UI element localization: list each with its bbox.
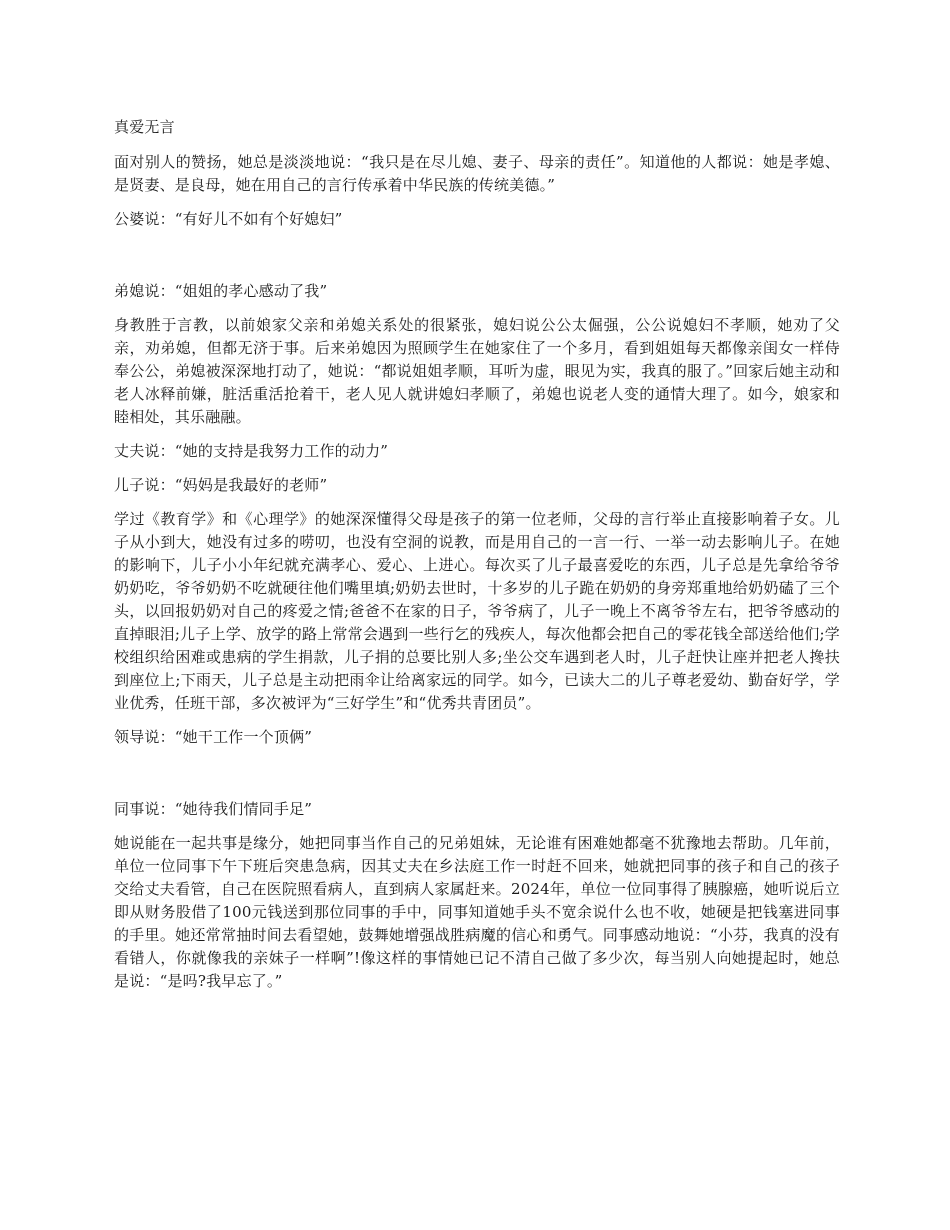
document-title: 真爱无言 [114,118,175,136]
paragraph-intro: 面对别人的赞扬，她总是淡淡地说：“我只是在尽儿媳、妻子、母亲的责任”。知道他的人都说：她是孝媳、是贤妻、是良母，她在用自己的言行传承着中华民族的传统美德。” [114,153,840,194]
document-body [114,116,840,1004]
heading-sister-in-law: 弟媳说：“姐姐的孝心感动了我” [114,282,328,300]
heading-husband: 丈夫说：“她的支持是我努力工作的动力” [114,442,389,460]
paragraph-son: 学过《教育学》和《心理学》的她深深懂得父母是孩子的第一位老师，父母的言行举止直接影响着子女。儿子从小到大，她没有过多的唠叨，也没有空洞的说教，而是用自己的一言一行、一举一动去影响儿子。在她的影响下，儿子小小年纪就充满孝心、爱心、上进心。每次买了儿子最喜爱吃的东西，儿子总是先拿给爷爷奶奶吃，爷爷奶奶不吃就硬往他们嘴里填;奶奶去世时，十多岁的儿子跪在奶奶的身旁郑重地给奶奶磕了三个头，以回报奶奶对自己的疼爱之情;爸爸不在家的日子，爷爷病了，儿子一晚上不离爷爷左右，把爷爷感动的直掉眼泪;儿子上学、放学的路上常常会遇到一些行乞的残疾人，每次他都会把自己的零花钱全部送给他们;学校组织给困难或患病的学生捐款，儿子捐的总要比别人多;坐公交车遇到老人时，儿子赶快让座并把老人搀扶到座位上;下雨天，儿子总是主动把雨伞让给离家远的同学。如今，已读大二的儿子尊老爱幼、勤奋好学，学业优秀，任班干部，多次被评为“三好学生”和“优秀共青团员”。 [114,510,840,712]
heading-leader: 领导说：“她干工作一个顶俩” [114,728,313,746]
heading-son: 儿子说：“妈妈是我最好的老师” [114,476,328,494]
heading-colleagues: 同事说：“她待我们情同手足” [114,800,313,818]
paragraph-sister-in-law: 身教胜于言教，以前娘家父亲和弟媳关系处的很紧张，媳妇说公公太倔强，公公说媳妇不孝顺，她劝了父亲，劝弟媳，但都无济于事。后来弟媳因为照顾学生在她家住了一个多月，看到姐姐每天都像亲闺女一样侍奉公公，弟媳被深深地打动了，她说：“都说姐姐孝顺，耳听为虚，眼见为实，我真的服了。”回家后她主动和老人冰释前嫌，脏活重活抢着干，老人见人就讲媳妇孝顺了，弟媳也说老人变的通情大理了。如今，娘家和睦相处，其乐融融。 [114,316,840,426]
heading-parents-in-law: 公婆说：“有好儿不如有个好媳妇” [114,210,343,228]
paragraph-colleagues: 她说能在一起共事是缘分，她把同事当作自己的兄弟姐妹，无论谁有困难她都毫不犹豫地去帮助。几年前，单位一位同事下午下班后突患急病，因其丈夫在乡法庭工作一时赶不回来，她就把同事的孩子和自己的孩子交给丈夫看管，自己在医院照看病人，直到病人家属赶来。2024年，单位一位同事得了胰腺癌，她听说后立即从财务股借了100元钱送到那位同事的手中，同事知道她手头不宽余说什么也不收，她硬是把钱塞进同事的手里。她还常常抽时间去看望她，鼓舞她增强战胜病魔的信心和勇气。同事感动地说：“小芬，我真的没有看错人，你就像我的亲妹子一样啊”!像这样的事情她已记不清自己做了多少次，每当别人向她提起时，她总是说：“是吗?我早忘了。” [114,834,840,990]
